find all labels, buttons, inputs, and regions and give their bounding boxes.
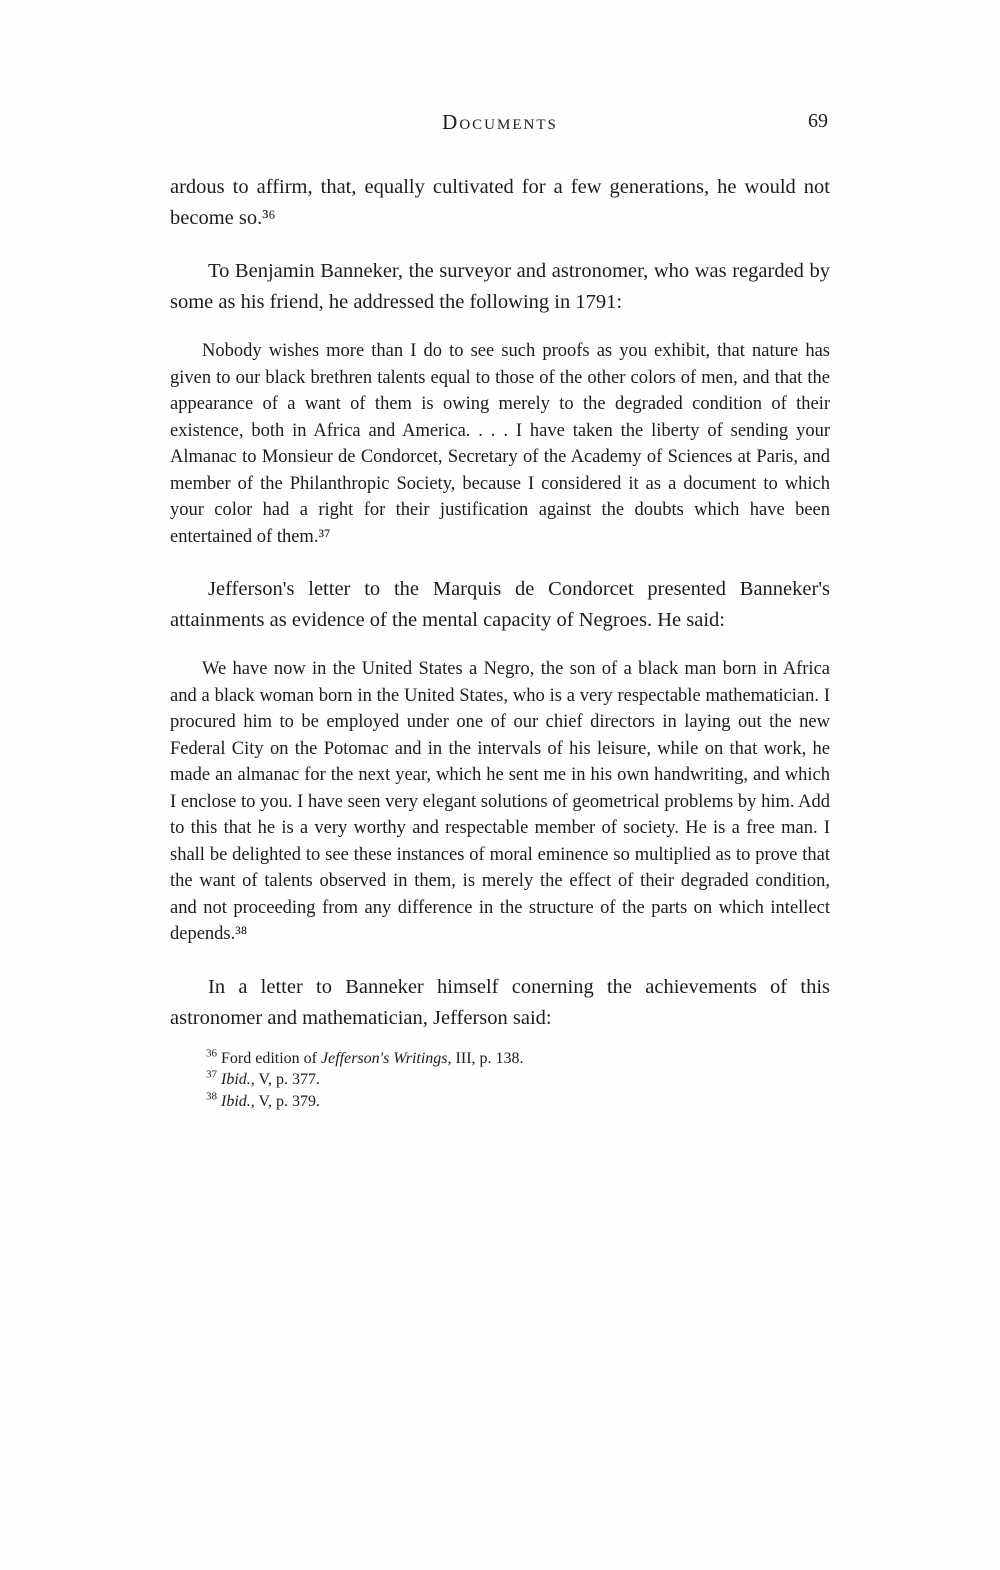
footnote-36 [170, 1048, 830, 1070]
footnote-text-italic: Ibid., [221, 1071, 255, 1088]
page-number: 69 [808, 110, 828, 132]
footnote-text: V, p. 377. [254, 1071, 320, 1088]
block-quote-jefferson-to-condorcet: We have now in the United States a Negro, the son of a black man born in Africa and a black woman born in the United States, who is a very respectable mathematician. I procured him to be employed under one of our chief directors in laying out the new Federal City on the Potomac and in the intervals of his leisure, while on that work, he made an almanac for the next year, which he sent me in his own handwriting, and which I enclose to you. I have seen very elegant solutions of geometrical problems by him. Add to this that he is a very worthy and respectable member of society. He is a free man. I shall be delighted to see these instances of moral eminence so multiplied as to prove that the want of talents observed in them, is merely the effect of their degraded condition, and not proceeding from any difference in the structure of the parts on which intellect depends.³⁸ [170, 659, 830, 944]
footnote-text-italic: Jefferson's Writings, [321, 1049, 452, 1067]
footnote-38 [170, 1091, 830, 1113]
footnote-text-italic: Ibid., [221, 1092, 255, 1110]
block-quote-jefferson-to-banneker: Nobody wishes more than I do to see such proofs as you exhibit, that nature has given to our black brethren talents equal to those of the other colors of men, and that the appearance of a want of them is owing merely to the degraded condition of their existence, both in Africa and America. . . . I have taken the liberty of sending your Almanac to Monsieur de Condorcet, Secretary of the Academy of Sciences at Paris, and member of the Philanthropic Society, because I considered it as a document to which your color had a right for their justification against the doubts which have been entertained of them.³⁷ [170, 341, 830, 547]
footnote-37 [170, 1069, 830, 1091]
footnote-text: Ford edition of [217, 1049, 321, 1067]
footnote-marker: 37 [206, 1068, 217, 1081]
footnotes [170, 1048, 830, 1113]
page-header [170, 110, 830, 144]
running-head: Documents [442, 110, 558, 134]
footnote-marker: 36 [206, 1047, 217, 1060]
paragraph-continuation: ardous to affirm, that, equally cultivated for a few generations, he would not become so.³⁶ [170, 176, 830, 229]
footnote-text: V, p. 379. [254, 1092, 320, 1110]
paragraph-condorcet-intro: Jefferson's letter to the Marquis de Condorcet presented Banneker's attainments as evidence of the mental capacity of Negroes. He said: [170, 578, 830, 631]
paragraph-letter-intro: In a letter to Banneker himself conerning the achievements of this astronomer and mathematician, Jefferson said: [170, 975, 830, 1029]
footnote-marker: 38 [206, 1090, 217, 1103]
paragraph-banneker-intro: To Benjamin Banneker, the surveyor and astronomer, who was regarded by some as his friend, he addressed the following in 1791: [170, 260, 830, 313]
footnote-text: III, p. 138. [451, 1049, 524, 1067]
